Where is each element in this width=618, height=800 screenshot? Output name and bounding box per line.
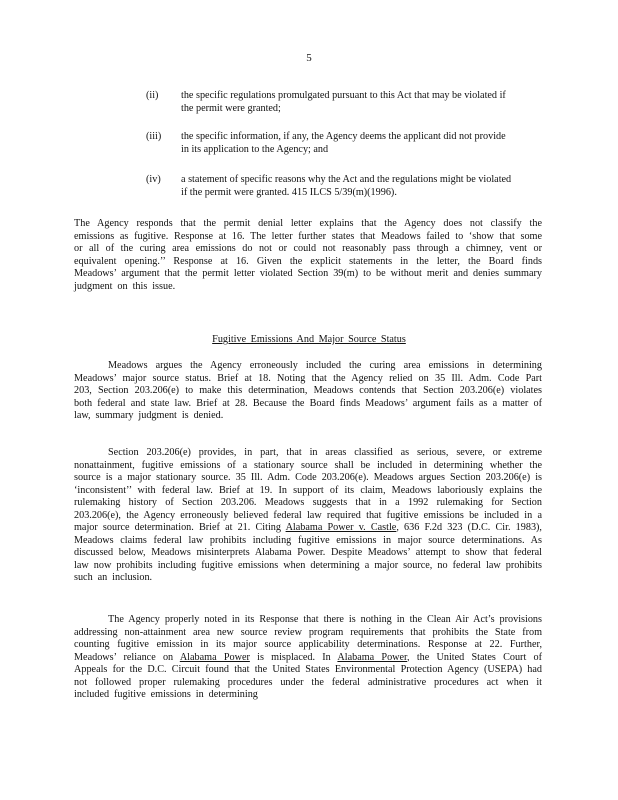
list-item bbox=[146, 174, 516, 199]
list-marker: (iii) bbox=[146, 131, 162, 142]
case-citation: Alabama Power bbox=[179, 651, 250, 663]
section-heading: Fugitive Emissions And Major Source Status bbox=[212, 334, 406, 345]
case-citation: Alabama Power v. Castle bbox=[285, 522, 397, 533]
list-item-text: the specific regulations promulgated pursuant to this Act that may be violated if the permit were granted; bbox=[181, 90, 506, 114]
case-citation: Alabama Power bbox=[337, 651, 408, 663]
list-item-text: the specific information, if any, the Agency deems the applicant did not provide in its application to the Agency; and bbox=[181, 131, 506, 155]
paragraph-agency-properly-noted bbox=[74, 614, 542, 702]
paragraph-agency-response: The Agency responds that the permit denial letter explains that the Agency does not classify the emissions as fugitive. Response at 16. The letter further states that Meadows failed to ‘show that some or all of the curing area emissions do not or could not reasonably pass through a chimney, vent or equivalent opening.’’ Response at 16. Given the explicit statements in the letter, the Board finds Meadows’ argument that the permit letter violated Section 39(m) to be without merit and denies summary judgment on this issue. bbox=[74, 218, 542, 292]
list-marker: (iv) bbox=[146, 174, 161, 185]
page-number: 5 bbox=[306, 52, 312, 64]
list-item bbox=[146, 131, 516, 156]
list-item bbox=[146, 90, 516, 115]
paragraph-meadows-argument: Meadows argues the Agency erroneously included the curing area emissions in determining Meadows’ major source status. Brief at 18. Noting that the Agency relied on 35 Ill. Adm. Code Part 203, Section 203.206(e) to make this determination, Meadows contends that Section 203.206(e) violates both federal and state law. Brief at 28. Because the Board finds Meadows’ argument fails as a matter of law, summary judgment is denied. bbox=[74, 360, 542, 421]
text-run: , 636 F.2d 323 (D.C. Cir. 1983), Meadows claims federal law prohibits including fugitive emissions in major source determinations. As discussed below, Meadows misinterprets Alabama Power. Despite Meadows’ attempt to show that federal law now prohibits including fugitive emissions when determining a major source, no federal law prohibits such an inclusion. bbox=[74, 522, 542, 583]
paragraph-section-203 bbox=[74, 447, 542, 585]
text-run: is misplaced. In bbox=[249, 651, 338, 663]
list-marker: (ii) bbox=[146, 90, 159, 101]
list-item-text: a statement of specific reasons why the Act and the regulations might be violated if the permit were granted. 415 ILCS 5/39(m)(1996). bbox=[181, 174, 512, 198]
text-run: Section 203.206(e) provides, in part, that in areas classified as serious, severe, or extreme nonattainment, fugitive emissions of a stationary source shall be included in determining whether the source is a major stationary source. 35 Ill. Adm. Code 203.206(e). Meadows argues Section 203.206(e) is ‘inconsistent’’ with federal law. Brief at 19. In support of its claim, Meadows laboriously explains the rulemaking history of Section 203.206. Meadows suggests that in a 1992 rulemaking for Section 203.206(e), the Agency erroneously believed federal law required that fugitive emissions be included in a major source determination. Brief at 21. Citing bbox=[74, 447, 542, 533]
text-run: The Agency properly noted in its Response that there is nothing in the Clean Air Act’s provisions addressing non-attainment area new source review program requirements that prohibits the State from counting fugitive emission in its major source applicability determinations. Response at 22. Further, Meadows’ reliance on bbox=[74, 614, 542, 663]
text-run: , the United States Court of Appeals for the D.C. Circuit found that the United States Environmental Protection Agency (USEPA) had not followed proper rulemaking procedures under the federal administrative procedures act when it included fugitive emissions in determining bbox=[74, 651, 542, 700]
